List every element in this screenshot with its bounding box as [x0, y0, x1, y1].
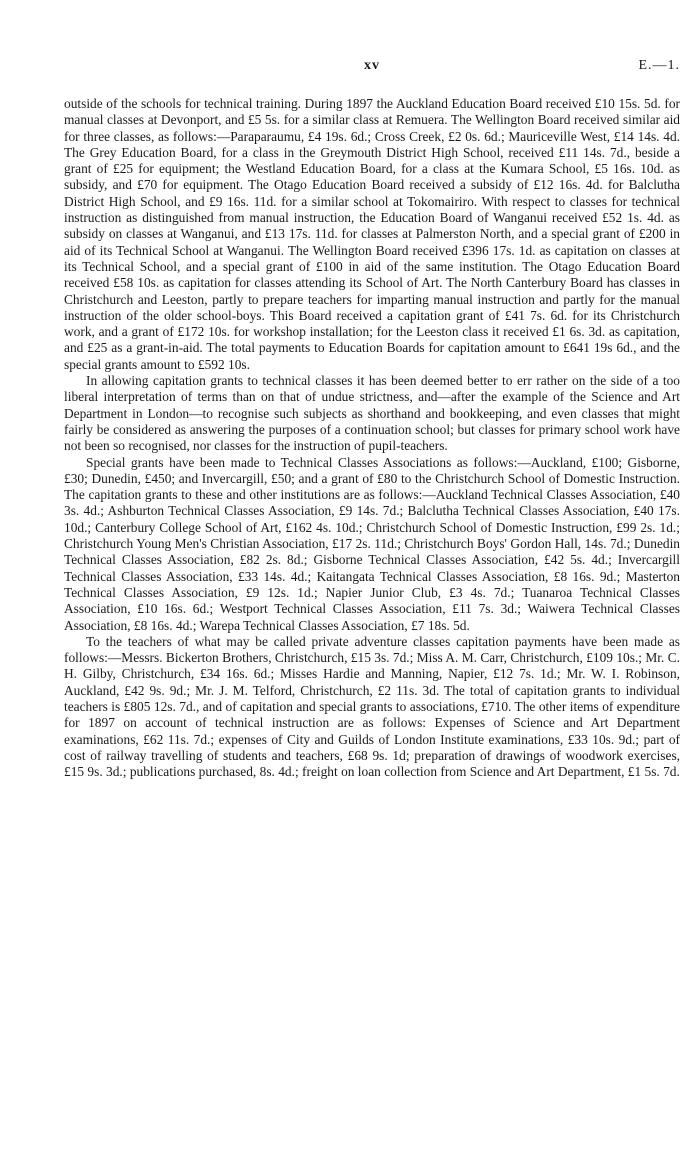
page-number: xv: [364, 58, 380, 73]
body-text: [64, 96, 680, 780]
document-reference: E.—1.: [638, 58, 680, 73]
paragraph-manual-instruction-grants: outside of the schools for technical training. During 1897 the Auckland Education Board received £10 15s. 5d. for manual classes at Devonport, and £5 5s. for a similar class at Remuera. The Wellington Board received similar aid for three classes, as follows:—Paraparaumu, £4 19s. 6d.; Cross Creek, £2 0s. 6d.; Mauriceville West, £14 14s. 4d. The Grey Education Board, for a class in the Greymouth District High School, received £11 14s. 7d., beside a grant of £25 for equipment; the Westland Education Board, for a class at the Kumara School, £5 16s. 10d. as subsidy, and £70 for equipment. The Otago Education Board received a subsidy of £12 16s. 4d. for Balclutha District High School, and £9 16s. 11d. for a similar school at Tokomairiro. With respect to classes for technical instruction as distinguished from manual instruction, the Education Board of Wanganui received £52 1s. 4d. as subsidy on classes at Wanganui, and £13 17s. 11d. for classes at Palmerston North, and a special grant of £200 in aid of its Technical School at Wanganui. The Wellington Board received £396 17s. 1d. as capitation on classes at its Technical School, and a special grant of £100 in aid of the same institution. The Otago Education Board received £58 10s. as capitation for classes attending its School of Art. The North Canterbury Board has classes in Christchurch and Leeston, partly to prepare teachers for imparting manual instruction and partly for the manual instruction of the older school-boys. This Board received a capitation grant of £41 7s. 6d. for its Christchurch work, and a grant of £172 10s. for workshop installation; for the Leeston class it received £1 6s. 3d. as capitation, and £25 as a grant-in-aid. The total payments to Education Boards for capitation amount to £641 19s 6d., and the special grants amount to £592 10s.: [64, 96, 680, 372]
page-header: [64, 58, 680, 78]
paragraph-private-classes: To the teachers of what may be called private adventure classes capitation payments have been made as follows:—Messrs. Bickerton Brothers, Christchurch, £15 3s. 7d.; Miss A. M. Carr, Christchurch, £109 10s.; Mr. C. H. Gilby, Christchurch, £34 16s. 6d.; Misses Hardie and Manning, Napier, £12 7s. 1d.; Mr. W. I. Robinson, Auckland, £42 9s. 9d.; Mr. J. M. Telford, Christchurch, £2 11s. 3d. The total of capitation grants to individual teachers is £805 12s. 7d., and of capitation and special grants to associations, £710. The other items of expenditure for 1897 on account of technical instruction are as follows: Expenses of Science and Art Department examinations, £62 11s. 7d.; expenses of City and Guilds of London Institute examinations, £33 10s. 9d.; part of cost of railway travelling of students and teachers, £68 9s. 1d; preparation of drawings of woodwork exercises, £15 9s. 3d.; publications purchased, 8s. 4d.; freight on loan collection from Science and Art Department, £1 5s. 7d.: [64, 633, 680, 780]
paragraph-capitation-policy: In allowing capitation grants to technical classes it has been deemed better to err rather on the side of a too liberal interpretation of terms than on that of undue strictness, and—after the example of the Science and Art Department in London—to recognise such subjects as shorthand and bookkeeping, and even classes that might fairly be considered as answering the purposes of a continuation school; but classes for primary school work have not been so recognised, nor classes for the instruction of pupil-teachers.: [64, 373, 680, 454]
paragraph-association-grants: Special grants have been made to Technical Classes Associations as follows:—Auckland, £100; Gisborne, £30; Dunedin, £450; and Invercargill, £50; and a grant of £80 to the Christchurch School of Domestic Instruction. The capitation grants to these and other institutions are as follows:—Auckland Technical Classes Association, £40 3s. 4d.; Ashburton Technical Classes Association, £9 14s. 7d.; Balclutha Technical Classes Association, £40 17s. 10d.; Canterbury College School of Art, £162 4s. 10d.; Christchurch School of Domestic Instruction, £99 2s. 1d.; Christchurch Young Men's Christian Association, £17 2s. 11d.; Christchurch Boys' Gordon Hall, 14s. 7d.; Dunedin Technical Classes Association, £82 2s. 8d.; Gisborne Technical Classes Association, £42 5s. 4d.; Invercargill Technical Classes Association, £33 14s. 4d.; Kaitangata Technical Classes Association, £8 16s. 9d.; Masterton Technical Classes Association, £9 12s. 1d.; Napier Junior Club, £3 4s. 7d.; Tuanaroa Technical Classes Association, £10 16s. 6d.; Westport Technical Classes Association, £11 7s. 3d.; Waiwera Technical Classes Association, £8 16s. 4d.; Warepa Technical Classes Association, £7 18s. 5d.: [64, 454, 680, 633]
